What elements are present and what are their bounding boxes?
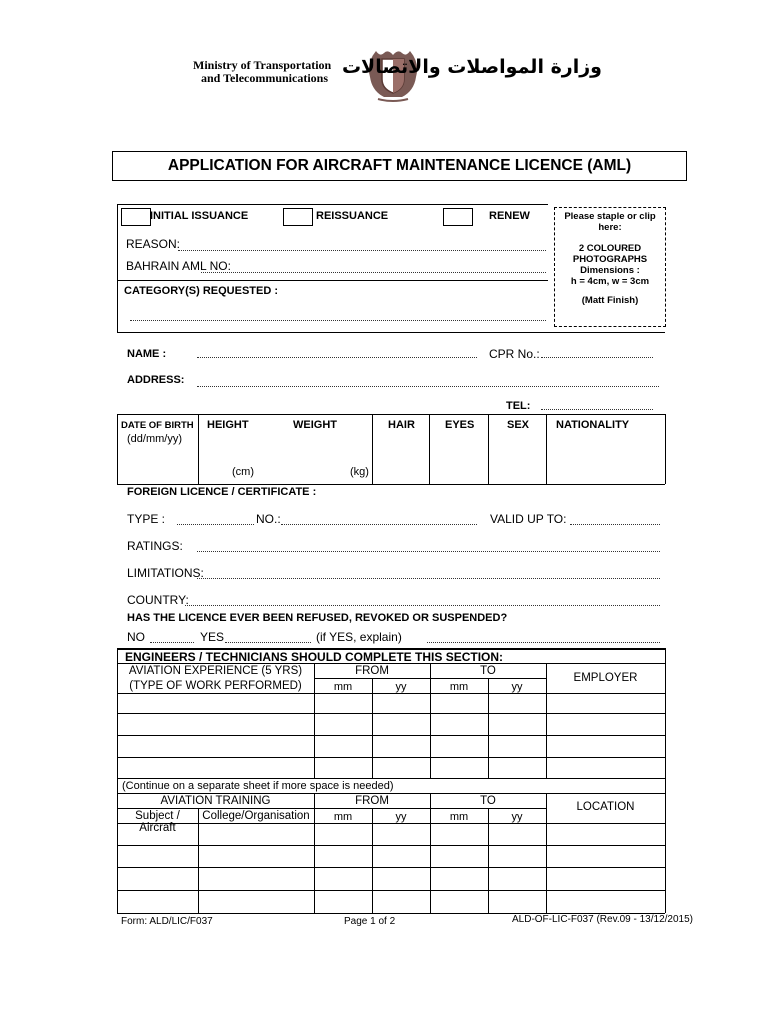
- revision-code: ALD-OF-LIC-F037 (Rev.09 - 13/12/2015): [512, 914, 694, 925]
- table-row: [117, 823, 665, 824]
- category-rule: [117, 332, 665, 333]
- table-row: [117, 845, 665, 846]
- country-label: COUNTRY:: [127, 593, 189, 607]
- training-top-rule: [117, 793, 665, 794]
- address-field[interactable]: [197, 386, 659, 387]
- table-row: [117, 867, 665, 868]
- category-label: CATEGORY(S) REQUESTED :: [124, 285, 279, 297]
- valid-field[interactable]: [570, 524, 660, 525]
- exp-from-mm: mm: [333, 681, 353, 693]
- grid-line: [372, 414, 373, 484]
- ratings-field[interactable]: [197, 551, 660, 552]
- table-row: [117, 713, 665, 714]
- photo-line2: here:: [598, 222, 622, 233]
- training-label: AVIATION TRAINING: [160, 795, 271, 807]
- renew-checkbox[interactable]: [443, 208, 473, 226]
- table-row: [117, 778, 665, 779]
- table-row: [117, 890, 665, 891]
- exp-to-yy: yy: [511, 681, 523, 693]
- yes-option-field[interactable]: [225, 642, 311, 643]
- type-of-work-label: (TYPE OF WORK PERFORMED): [129, 680, 302, 692]
- aml-no-field[interactable]: [201, 272, 546, 273]
- photo-instruction: [554, 211, 666, 306]
- location-label: LOCATION: [576, 801, 635, 813]
- employer-label: EMPLOYER: [573, 672, 638, 684]
- grid-line: [546, 414, 547, 484]
- no-label: NO.:: [256, 512, 281, 526]
- licence-no-field[interactable]: [281, 524, 477, 525]
- form-code: Form: ALD/LIC/F037: [121, 916, 213, 927]
- foreign-licence-heading: FOREIGN LICENCE / CERTIFICATE :: [127, 486, 317, 498]
- table-right-rule: [665, 648, 666, 913]
- name-label: NAME :: [127, 348, 167, 360]
- photo-line6: h = 4cm, w = 3cm: [570, 276, 650, 287]
- dob-label: DATE OF BIRTH: [121, 420, 194, 431]
- ministry-name-line2: and Telecommunications: [201, 71, 329, 85]
- table-row: [117, 693, 665, 694]
- ratings-label: RATINGS:: [127, 539, 183, 553]
- training-from-yy: yy: [395, 811, 407, 823]
- type-field[interactable]: [177, 524, 254, 525]
- category-field[interactable]: [130, 320, 546, 321]
- refused-question: HAS THE LICENCE EVER BEEN REFUSED, REVOKED OR SUSPENDED?: [127, 612, 508, 624]
- explain-field[interactable]: [427, 642, 660, 643]
- continue-note: (Continue on a separate sheet if more space is needed): [122, 780, 394, 792]
- photo-line4: PHOTOGRAPHS: [572, 254, 648, 265]
- exp-from-label: FROM: [355, 665, 389, 677]
- training-to-label: TO: [480, 795, 496, 807]
- table-row: [117, 757, 665, 758]
- college-label: College/Organisation: [202, 810, 310, 822]
- section-top-rule: [117, 204, 548, 205]
- training-to-yy: yy: [511, 811, 523, 823]
- ministry-name-line1: Ministry of Transportation: [193, 58, 332, 72]
- height-unit: (cm): [232, 466, 254, 478]
- address-label: ADDRESS:: [127, 374, 185, 386]
- exp-from-yy: yy: [395, 681, 407, 693]
- grid-line: [117, 414, 118, 484]
- yes-option-label: YES: [200, 630, 225, 644]
- ministry-name-arabic: وزارة المواصلات والاتصالات: [341, 56, 602, 78]
- limitations-label: LIMITATIONS:: [127, 566, 204, 580]
- training-from-mm: mm: [333, 811, 353, 823]
- initial-issuance-checkbox[interactable]: [121, 208, 151, 226]
- name-field[interactable]: [197, 357, 477, 358]
- reissuance-checkbox[interactable]: [283, 208, 313, 226]
- photo-line5: Dimensions :: [580, 265, 640, 276]
- weight-unit: (kg): [350, 466, 369, 478]
- dob-format: (dd/mm/yy): [127, 433, 182, 445]
- subject-label: Subject / Aircraft: [135, 810, 180, 834]
- table-row: [117, 735, 665, 736]
- cpr-field[interactable]: [541, 357, 653, 358]
- height-label: HEIGHT: [207, 419, 249, 431]
- photo-line3: 2 COLOURED: [578, 243, 642, 254]
- valid-label: VALID UP TO:: [490, 512, 567, 526]
- type-label: TYPE :: [127, 512, 166, 526]
- training-sub-rule: [117, 808, 546, 809]
- page-title: APPLICATION FOR AIRCRAFT MAINTENANCE LICENCE (AML): [167, 157, 632, 174]
- training-to-mm: mm: [449, 811, 469, 823]
- from-to-rule: [314, 678, 546, 679]
- photo-line7: (Matt Finish): [581, 295, 639, 306]
- country-field[interactable]: [185, 605, 660, 606]
- sex-label: SEX: [507, 419, 530, 431]
- cpr-label: CPR No.:: [489, 347, 540, 361]
- renew-label: RENEW: [489, 210, 530, 222]
- personal-grid-top: [117, 414, 665, 415]
- hair-label: HAIR: [388, 419, 415, 431]
- eyes-label: EYES: [445, 419, 475, 431]
- limitations-field[interactable]: [197, 578, 660, 579]
- grid-line: [665, 414, 666, 484]
- experience-label: AVIATION EXPERIENCE (5 YRS): [128, 665, 303, 677]
- reason-label: REASON:: [126, 237, 181, 251]
- aml-no-label: BAHRAIN AML NO:: [126, 259, 231, 273]
- grid-line: [488, 414, 489, 484]
- personal-grid-bottom: [117, 484, 665, 485]
- weight-label: WEIGHT: [293, 419, 337, 431]
- nationality-label: NATIONALITY: [556, 419, 630, 431]
- engineers-heading-rule: [117, 663, 665, 664]
- grid-line: [198, 414, 199, 484]
- engineers-heading: ENGINEERS / TECHNICIANS SHOULD COMPLETE THIS SECTION:: [125, 650, 504, 664]
- tel-field[interactable]: [541, 409, 653, 410]
- training-from-label: FROM: [355, 795, 389, 807]
- page-number: Page 1 of 2: [344, 916, 396, 927]
- photo-line1: Please staple or clip: [564, 211, 656, 222]
- reason-field[interactable]: [178, 250, 546, 251]
- aml-rule: [117, 280, 548, 281]
- exp-to-label: TO: [480, 665, 496, 677]
- reissuance-label: REISSUANCE: [316, 210, 389, 222]
- section-left-rule: [117, 204, 118, 332]
- explain-label: (if YES, explain): [316, 630, 402, 644]
- no-option-field[interactable]: [150, 642, 194, 643]
- grid-line: [429, 414, 430, 484]
- no-option-label: NO: [127, 630, 145, 644]
- tel-label: TEL:: [506, 400, 531, 412]
- exp-to-mm: mm: [449, 681, 469, 693]
- initial-issuance-label: INITIAL ISSUANCE: [150, 210, 249, 222]
